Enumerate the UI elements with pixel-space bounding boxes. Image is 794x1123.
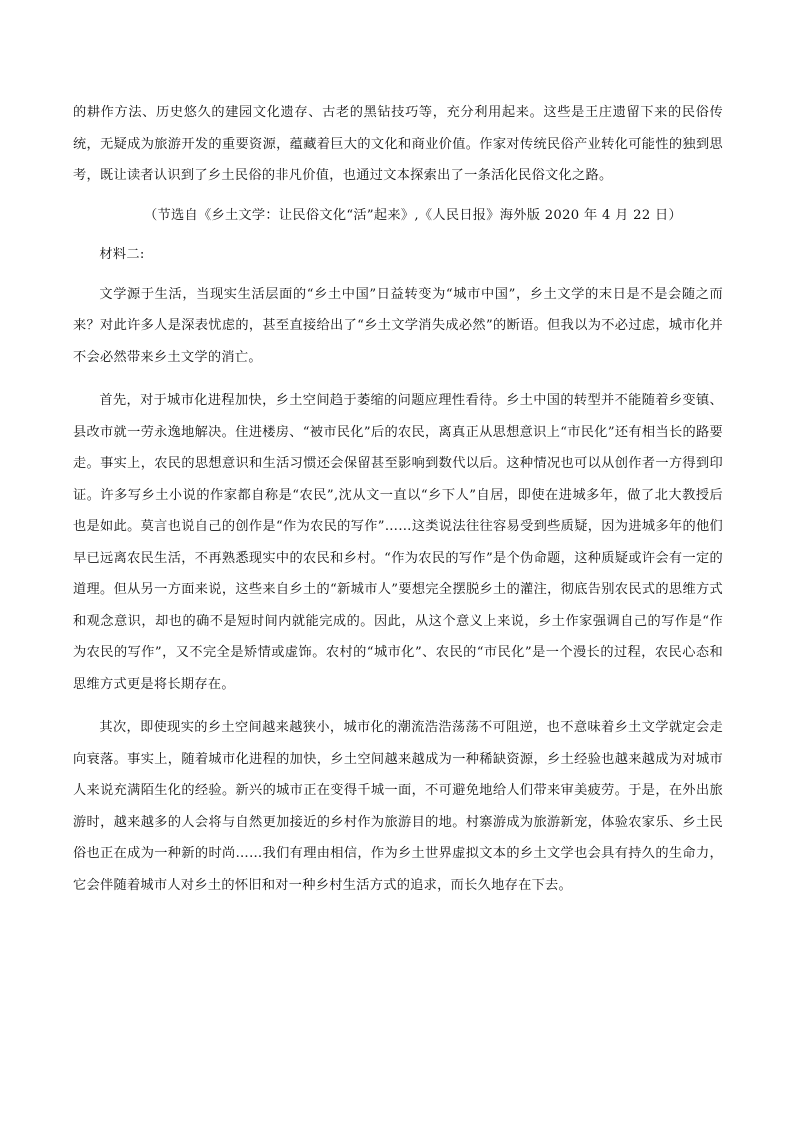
- source-citation: （节选自《乡土文学：让民俗文化“活”起来》,《人民日报》海外版 2020 年 4 月 22 日）: [144, 207, 682, 223]
- paragraph-material-3: 其次，即使现实的乡土空间越来越狭小，城市化的潮流浩浩荡荡不可阻逆，也不意味着乡土文学就定会走向衰落。事实上，随着城市化进程的加快，乡土空间越来越成为一种稀缺资源，乡土经验也越来越成为对城市人来说充满陌生化的经验。新兴的城市正在变得千城一面，不可避免地给人们带来审美疲劳。于是，在外出旅游时，越来越多的人会将与自然更加接近的乡村作为旅游目的地。村寨游成为旅游新宠，体验农家乐、乡土民俗也正在成为一种新的时尚……我们有理由相信，作为乡土世界虚拟文本的乡土文学也会具有持久的生命力，它会伴随着城市人对乡土的怀旧和对一种乡村生活方式的追求，而长久地存在下去。: [73, 720, 723, 893]
- paragraph-material-2: 首先，对于城市化进程加快，乡土空间趋于萎缩的问题应理性看待。乡土中国的转型并不能随着乡变镇、县改市就一劳永逸地解决。住进楼房、“被市民化”后的农民，离真正从思想意识上“市民化”还有相当长的路要走。事实上，农民的思想意识和生活习惯还会保留甚至影响到数代以后。这种情况也可以从创作者一方得到印证。许多写乡土小说的作家都自称是“农民”,沈从文一直以“乡下人”自居，即使在进城多年，做了北大教授后也是如此。莫言也说自己的创作是“作为农民的写作”……这类说法往往容易受到些质疑，因为进城多年的他们早已远离农民生活，不再熟悉现实中的农民和乡村。“作为农民的写作”是个伪命题，这种质疑或许会有一定的道理。但从另一方面来说，这些来自乡土的“新城市人”要想完全摆脱乡土的灌注，彻底告别农民式的思维方式和观念意识，却也的确不是短时间内就能完成的。因此，从这个意义上来说，乡土作家强调自己的写作是“作为农民的写作”，又不完全是矫情或虚饰。农村的“城市化”、农民的“市民化”是一个漫长的过程，农民心态和思维方式更是将长期存在。: [73, 393, 723, 692]
- material-label: 材料二:: [99, 247, 145, 262]
- document-body: [73, 97, 723, 901]
- paragraph-intro: 的耕作方法、历史悠久的建园文化遗存、古老的黑钻技巧等，充分利用起来。这些是王庄遗留下来的民俗传统，无疑成为旅游开发的重要资源，蕴藏着巨大的文化和商业价值。作家对传统民俗产业转化可能性的独到思考，既让读者认识到了乡土民俗的非凡价值，也通过文本探索出了一条活化民俗文化之路。: [73, 105, 723, 183]
- paragraph-material-1: 文学源于生活，当现实生活层面的“乡土中国”日益转变为“城市中国”，乡土文学的末日是不是会随之而来？对此许多人是深表忧虑的，甚至直接给出了“乡土文学消失成必然”的断语。但我以为不必过虑，城市化并不会必然带来乡土文学的消亡。: [73, 286, 723, 365]
